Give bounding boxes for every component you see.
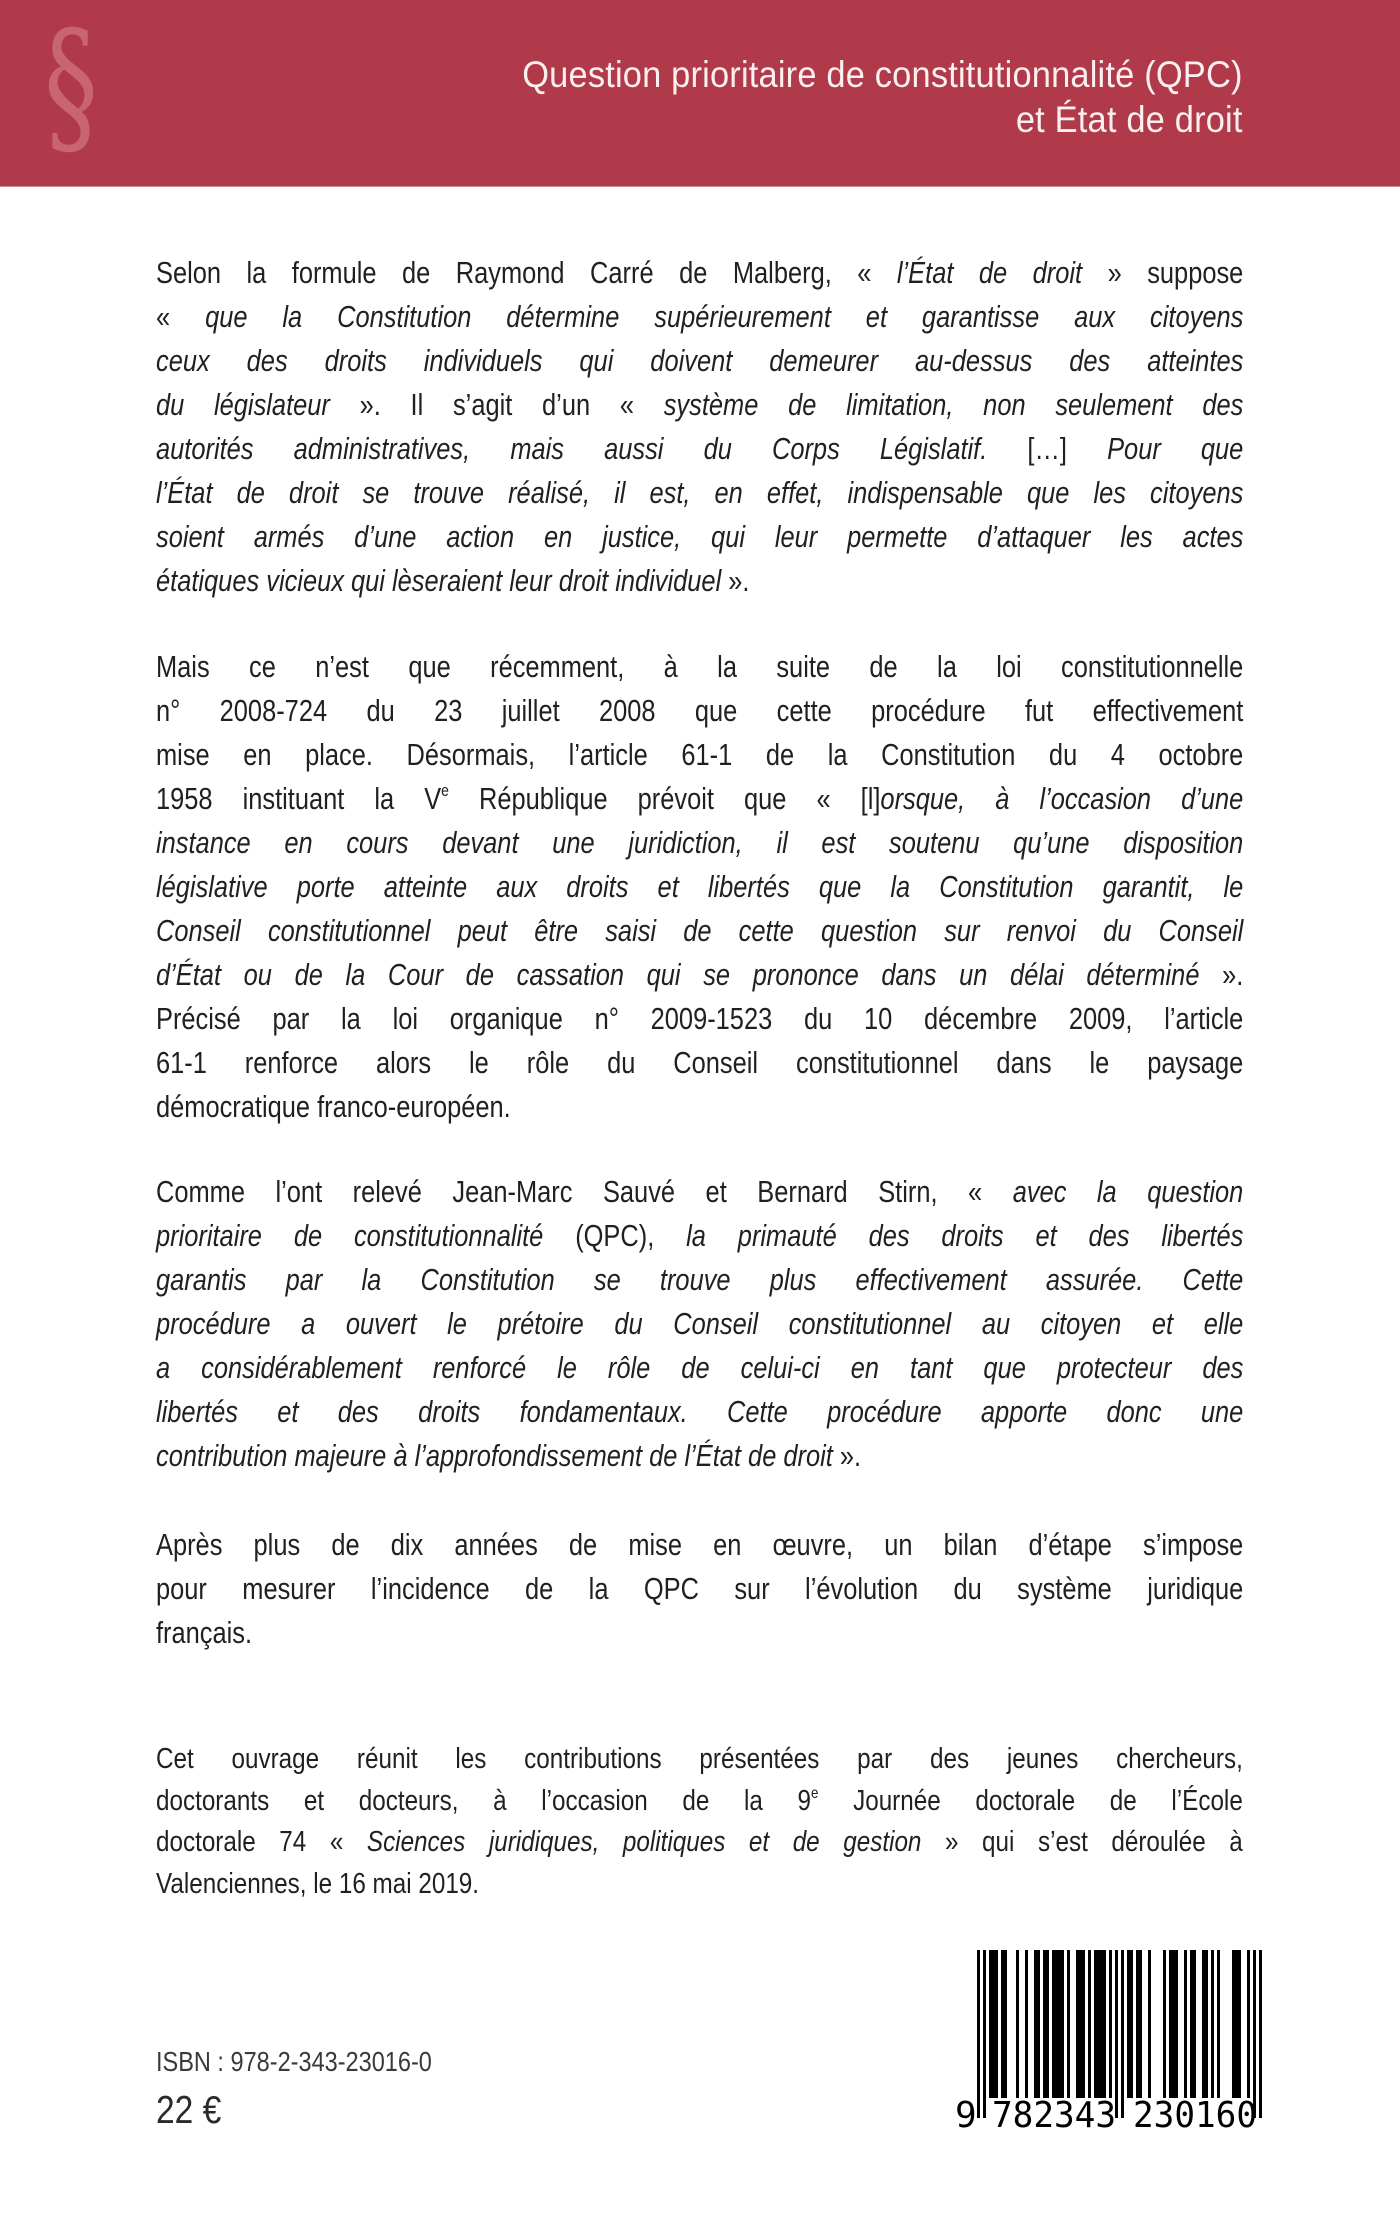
barcode-bar	[1103, 1950, 1106, 2098]
barcode-left-digits: 782343	[992, 2095, 1116, 2136]
italic-text-run: contribution majeure à l’approfondissement de l’État de droit	[156, 1438, 833, 1473]
italic-text-run: avec la question	[1012, 1174, 1244, 1209]
text-line	[156, 1523, 1243, 1567]
text-line	[156, 865, 1243, 909]
text-line	[156, 953, 1243, 997]
barcode-bar	[1148, 1950, 1151, 2098]
barcode-bar	[1052, 1950, 1055, 2098]
text-run: 1958 instituant la V	[156, 781, 442, 816]
text-run: (QPC),	[575, 1218, 655, 1253]
text-line	[156, 383, 1243, 427]
text-line	[156, 997, 1243, 1041]
ean13-barcode	[945, 1940, 1275, 2140]
barcode-bar	[1211, 1950, 1214, 2098]
text-run: Selon la formule de Raymond Carré de Malberg, «	[156, 255, 897, 290]
barcode-bar	[1172, 1950, 1175, 2098]
barcode-bar	[1163, 1950, 1166, 2098]
barcode-guard-bar	[977, 1950, 980, 2118]
text-line	[156, 295, 1243, 339]
barcode-bar	[1043, 1950, 1046, 2098]
text-run: Mais ce n’est que récemment, à la suite de la loi constitutionnelle	[156, 649, 1244, 684]
superscript-text: e	[441, 781, 449, 801]
barcode-bar	[1169, 1950, 1172, 2098]
italic-text-run: d’État ou de la Cour de cassation qui se prononce dans un délai déterminé	[156, 957, 1200, 992]
blurb-paragraph-5	[156, 1739, 1243, 1905]
text-run: ».	[832, 1438, 862, 1473]
text-run: pour mesurer l’incidence de la QPC sur l’évolution du système juridique	[156, 1571, 1244, 1606]
text-run: 61-1 renforce alors le rôle du Conseil constitutionnel dans le paysage	[156, 1045, 1244, 1080]
text-line	[156, 1214, 1243, 1258]
text-line	[156, 1781, 1243, 1823]
blurb-paragraph-1	[156, 251, 1243, 603]
italic-text-run: garantis par la Constitution se trouve plus effectivement assurée. Cette	[156, 1262, 1244, 1297]
text-line	[156, 1434, 1243, 1478]
text-line	[156, 1822, 1243, 1864]
text-line	[156, 515, 1243, 559]
text-line	[156, 689, 1243, 733]
barcode-bar	[1025, 1950, 1028, 2098]
text-run: Journée doctorale de l’École	[818, 1784, 1243, 1817]
book-title	[523, 52, 1243, 142]
italic-text-run: autorités administratives, mais aussi du Corps Législatif.	[156, 431, 988, 466]
barcode-bar	[1079, 1950, 1082, 2098]
barcode-bar	[1139, 1950, 1142, 2098]
text-run: Cet ouvrage réunit les contributions présentées par des jeunes chercheurs,	[156, 1743, 1243, 1775]
cover-header-band	[0, 0, 1400, 187]
text-run: Valenciennes, le 16 mai 2019.	[156, 1867, 480, 1900]
barcode-bar	[1067, 1950, 1070, 2098]
italic-text-run: l’État de droit	[896, 255, 1083, 290]
italic-text-run: instance en cours devant une juridiction, il est soutenu qu’une disposition	[156, 825, 1244, 860]
text-run: Précisé par la loi organique n° 2009-1523 du 10 décembre 2009, l’article	[156, 1001, 1244, 1036]
text-line	[156, 251, 1243, 295]
text-line	[156, 1567, 1243, 1611]
barcode-bar	[1136, 1950, 1139, 2098]
barcode-bar	[1088, 1950, 1091, 2098]
italic-text-run: la primauté des droits et des libertés	[654, 1218, 1244, 1253]
text-run: doctorale 74 «	[156, 1826, 367, 1858]
text-line	[156, 1085, 1243, 1129]
text-run: […]	[987, 431, 1108, 466]
text-run: République prévoit que « [l]	[448, 781, 881, 816]
text-run: ».	[721, 563, 750, 598]
superscript-text: e	[811, 1784, 819, 1802]
text-line	[156, 1258, 1243, 1302]
barcode-bars	[977, 1950, 1262, 2118]
barcode-bar	[995, 1950, 998, 2098]
italic-text-run: ceux des droits individuels qui doivent demeurer au-dessus des atteintes	[156, 343, 1244, 378]
barcode-bar	[1109, 1950, 1112, 2098]
text-line	[156, 427, 1243, 471]
barcode-first-digit: 9	[955, 2095, 977, 2136]
barcode-bar	[1184, 1950, 1187, 2098]
barcode-guard-bar	[1115, 1950, 1118, 2118]
text-line	[156, 821, 1243, 865]
text-line	[156, 1390, 1243, 1434]
barcode-bar	[1001, 1950, 1004, 2098]
isbn-label: ISBN : 978-2-343-23016-0	[156, 2046, 432, 2077]
text-line	[156, 471, 1243, 515]
italic-text-run: du législateur	[156, 387, 330, 422]
italic-text-run: étatiques vicieux qui lèseraient leur droit individuel	[156, 563, 722, 598]
italic-text-run: que la Constitution détermine supérieurement et garantisse aux citoyens	[205, 299, 1244, 334]
barcode-guard-bar	[1259, 1950, 1262, 2118]
price-label: 22 €	[156, 2089, 222, 2132]
text-run: Après plus de dix années de mise en œuvre, un bilan d’étape s’impose	[156, 1527, 1244, 1562]
text-line	[156, 559, 1243, 603]
text-line	[156, 1302, 1243, 1346]
text-line	[156, 1346, 1243, 1390]
blurb-paragraph-2	[156, 645, 1243, 1129]
italic-text-run: soient armés d’une action en justice, qui leur permette d’attaquer les actes	[156, 519, 1244, 554]
barcode-bar	[989, 1950, 992, 2098]
barcode-bar	[1094, 1950, 1097, 2098]
barcode-guard-bar	[1253, 1950, 1256, 2118]
text-line	[156, 909, 1243, 953]
text-line	[156, 777, 1243, 821]
italic-text-run: Pour que	[1107, 431, 1244, 466]
barcode-bar	[1076, 1950, 1079, 2098]
barcode-bar	[1238, 1950, 1241, 2098]
italic-text-run: système de limitation, non seulement des	[663, 387, 1244, 422]
book-title-line-1: Question prioritaire de constitutionnalité (QPC)	[522, 54, 1243, 95]
blurb-paragraph-3	[156, 1170, 1243, 1478]
text-run: «	[156, 299, 206, 334]
text-line	[156, 339, 1243, 383]
italic-text-run: Sciences juridiques, politiques et de gestion	[366, 1826, 922, 1858]
barcode-bar	[1190, 1950, 1193, 2098]
text-line	[156, 1611, 1243, 1655]
barcode-guard-bar	[1121, 1950, 1124, 2118]
barcode-bar	[1046, 1950, 1049, 2098]
blurb-paragraph-4	[156, 1523, 1243, 1655]
barcode-bar	[1235, 1950, 1238, 2098]
barcode-bar	[1217, 1950, 1220, 2098]
barcode-bar	[1016, 1950, 1019, 2098]
italic-text-run: législative porte atteinte aux droits et libertés que la Constitution garantit, le	[156, 869, 1244, 904]
italic-text-run: libertés et des droits fondamentaux. Cette procédure apporte donc une	[156, 1394, 1244, 1429]
barcode-bar	[1037, 1950, 1040, 2098]
barcode-bar	[1193, 1950, 1196, 2098]
barcode-bar	[1232, 1950, 1235, 2098]
text-run: français.	[156, 1615, 253, 1650]
barcode-bar	[1127, 1950, 1130, 2098]
barcode-bar	[1004, 1950, 1007, 2098]
text-line	[156, 1864, 1243, 1906]
book-title-line-2: et État de droit	[1016, 99, 1243, 140]
text-line	[156, 1170, 1243, 1214]
italic-text-run: a considérablement renforcé le rôle de celui-ci en tant que protecteur des	[156, 1350, 1244, 1385]
barcode-right-digits: 230160	[1133, 2095, 1257, 2136]
text-run: doctorants et docteurs, à l’occasion de la 9	[156, 1784, 812, 1817]
text-line	[156, 645, 1243, 689]
barcode-bar	[992, 1950, 995, 2098]
section-sign-icon: §	[44, 0, 98, 174]
text-line	[156, 733, 1243, 777]
text-run: ». Il s’agit d’un «	[329, 387, 664, 422]
barcode-bar	[1082, 1950, 1085, 2098]
barcode-bar	[1058, 1950, 1061, 2098]
barcode-bar	[1130, 1950, 1133, 2098]
text-run: » suppose	[1082, 255, 1244, 290]
text-run: » qui s’est déroulée à	[921, 1826, 1243, 1858]
barcode-bar	[1097, 1950, 1100, 2098]
barcode-bar	[1247, 1950, 1250, 2098]
italic-text-run: orsque, à l’occasion d’une	[880, 781, 1244, 816]
italic-text-run: l’État de droit se trouve réalisé, il est, en effet, indispensable que les citoyens	[156, 475, 1244, 510]
italic-text-run: Conseil constitutionnel peut être saisi de cette question sur renvoi du Conseil	[156, 913, 1244, 948]
text-line	[156, 1041, 1243, 1085]
text-run: démocratique franco-européen.	[156, 1089, 511, 1124]
italic-text-run: prioritaire de constitutionnalité	[156, 1218, 576, 1253]
barcode-bar	[1100, 1950, 1103, 2098]
barcode-bar	[1055, 1950, 1058, 2098]
italic-text-run: procédure a ouvert le prétoire du Conseil constitutionnel au citoyen et elle	[156, 1306, 1244, 1341]
text-run: Comme l’ont relevé Jean-Marc Sauvé et Bernard Stirn, «	[156, 1174, 1013, 1209]
barcode-bar	[1034, 1950, 1037, 2098]
text-run: ».	[1199, 957, 1244, 992]
text-run: mise en place. Désormais, l’article 61-1 de la Constitution du 4 octobre	[156, 737, 1244, 772]
barcode-bar	[1205, 1950, 1208, 2098]
text-line	[156, 1739, 1243, 1781]
barcode-bar	[1202, 1950, 1205, 2098]
text-run: n° 2008-724 du 23 juillet 2008 que cette procédure fut effectivement	[156, 693, 1244, 728]
barcode-bar	[1061, 1950, 1064, 2098]
barcode-guard-bar	[983, 1950, 986, 2118]
barcode-bar	[1175, 1950, 1178, 2098]
